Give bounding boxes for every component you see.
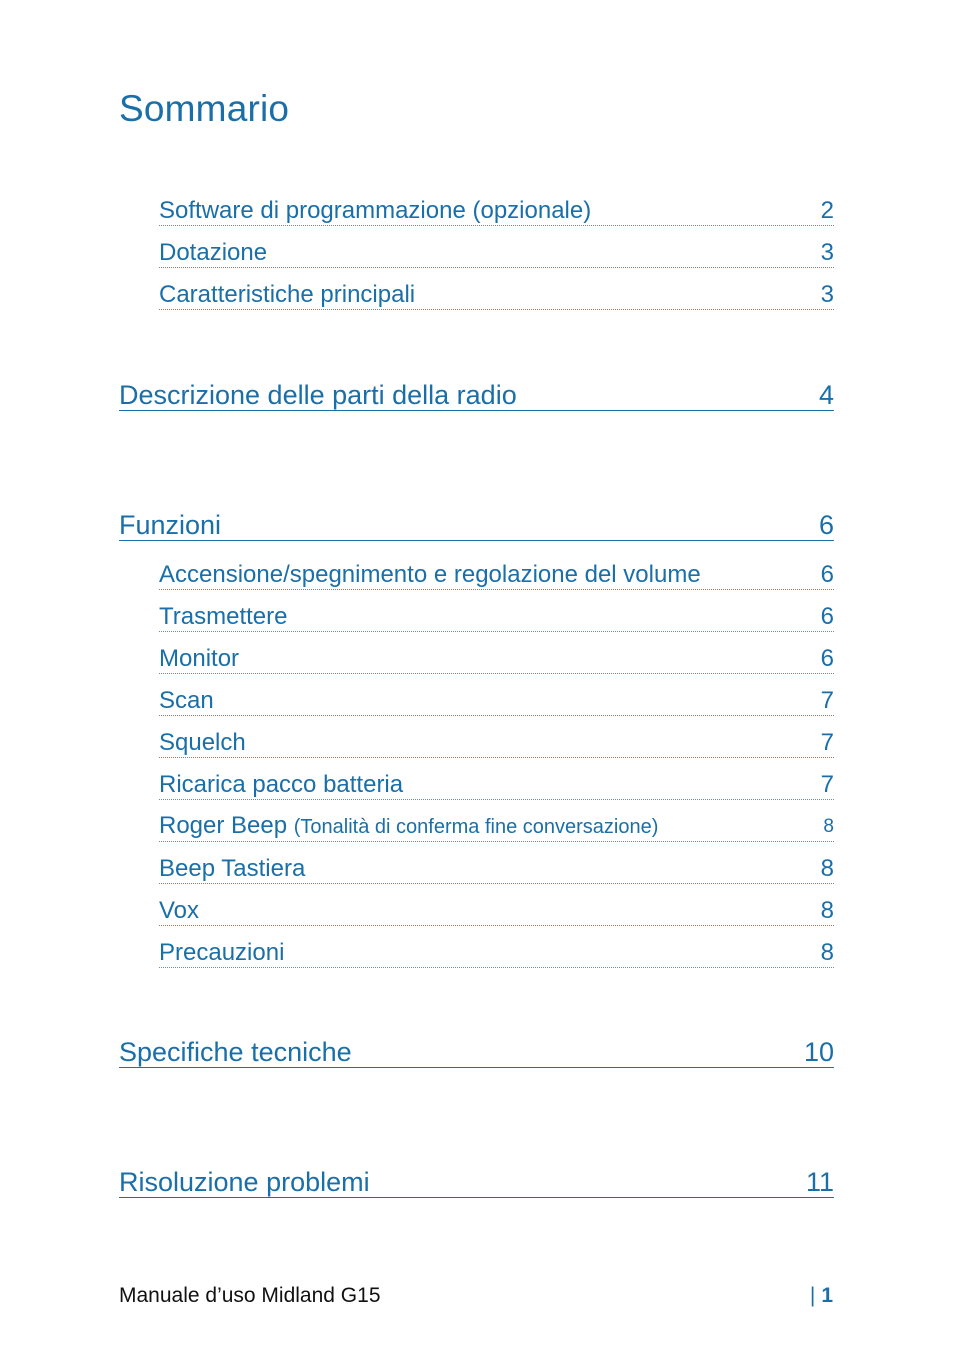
toc-entry-label: Accensione/spegnimento e regolazione del volume [159,561,701,588]
toc-entry-label: Software di programmazione (opzionale) [159,197,592,224]
toc-entry-page: 8 [820,939,834,966]
footer-page-number [810,1284,833,1308]
toc-entry-label-main: Roger Beep [159,812,288,839]
toc-entry-page: 7 [820,729,834,756]
toc-entry-trasmettere[interactable] [159,602,834,632]
toc-entry-accensione[interactable] [159,560,834,590]
toc-entry-page: 3 [820,281,834,308]
page-title: Sommario [119,88,290,129]
toc-entry-label: Trasmettere [159,603,288,630]
toc-entry-label [159,812,658,841]
toc-entry-label: Dotazione [159,239,268,266]
toc-entry-note: (Tonalità di conferma fine conversazione) [293,816,659,838]
toc-entry-software[interactable] [159,196,834,226]
toc-entry-caratteristiche[interactable] [159,280,834,310]
toc-entry-squelch[interactable] [159,728,834,758]
toc-entry-label: Scan [159,687,214,714]
footer-page-num: 1 [821,1284,833,1307]
toc-section-page: 4 [818,380,834,410]
toc-section-descrizione[interactable] [119,379,834,411]
toc-section-page: 11 [805,1167,834,1197]
toc-entry-monitor[interactable] [159,644,834,674]
toc-entry-page: 6 [820,561,834,588]
toc-entry-label: Monitor [159,645,240,672]
toc-section-label: Descrizione delle parti della radio [119,380,517,410]
toc-entry-beep-tastiera[interactable] [159,854,834,884]
toc-entry-page: 7 [820,687,834,714]
toc-entry-page: 3 [820,239,834,266]
toc-entry-vox[interactable] [159,896,834,926]
toc-entry-label: Precauzioni [159,939,285,966]
toc-section-specifiche[interactable] [119,1036,834,1068]
toc-section-funzioni[interactable] [119,509,834,541]
toc-entry-page: 2 [820,197,834,224]
toc-entry-label: Caratteristiche principali [159,281,416,308]
toc-entry-page: 8 [823,816,834,837]
toc-entry-roger-beep[interactable] [159,812,834,842]
toc-entry-page: 6 [820,645,834,672]
toc-entry-label: Vox [159,897,200,924]
toc-entry-label: Beep Tastiera [159,855,306,882]
footer-manual-title: Manuale d’uso Midland G15 [119,1284,381,1307]
toc-section-risoluzione[interactable] [119,1166,834,1198]
toc-entry-scan[interactable] [159,686,834,716]
toc-entry-precauzioni[interactable] [159,938,834,968]
toc-entry-ricarica[interactable] [159,770,834,800]
toc-entry-page: 6 [820,603,834,630]
footer-separator: | [809,1284,816,1307]
toc-entry-page: 8 [820,855,834,882]
toc-entry-page: 7 [820,771,834,798]
toc-section-label: Funzioni [119,510,222,540]
toc-entry-label: Ricarica pacco batteria [159,771,404,798]
toc-section-page: 10 [803,1037,834,1067]
toc-section-label: Risoluzione problemi [119,1167,370,1197]
toc-entry-label: Squelch [159,729,246,756]
toc-section-page: 6 [818,510,834,540]
toc-entry-page: 8 [820,897,834,924]
toc-section-label: Specifiche tecniche [119,1037,352,1067]
toc-entry-dotazione[interactable] [159,238,834,268]
